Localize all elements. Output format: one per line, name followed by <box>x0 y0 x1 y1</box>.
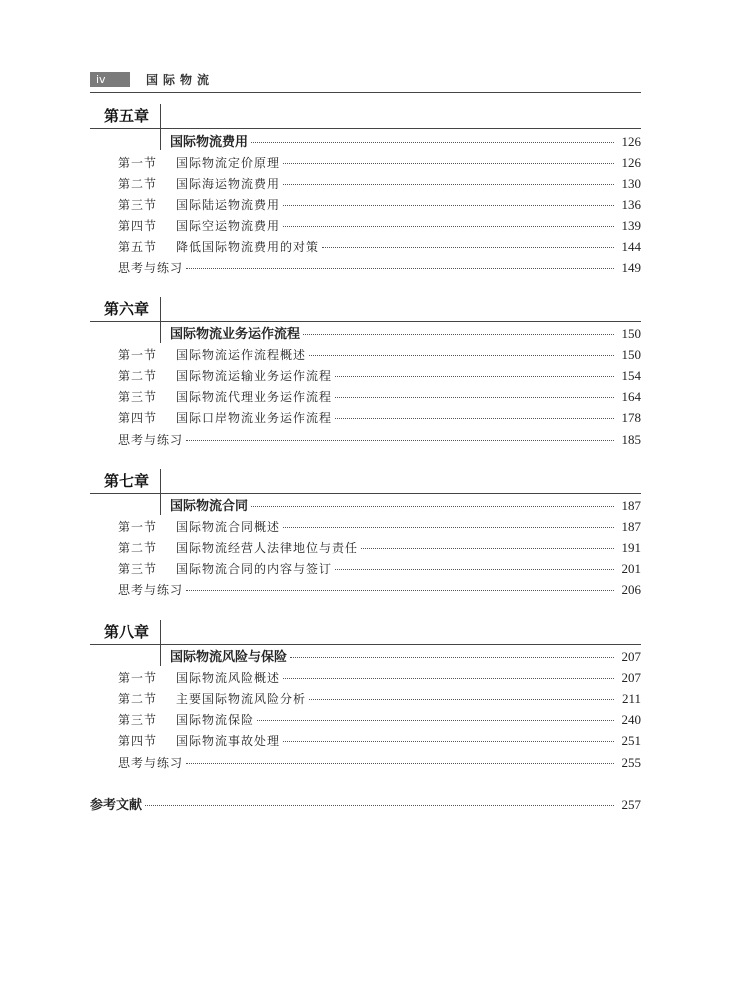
section-title: 思考与练习 <box>118 583 184 597</box>
page-number: 126 <box>621 134 641 149</box>
chapter-title: 国际物流合同 <box>170 499 249 514</box>
chapter-title-entry[interactable] <box>170 131 641 152</box>
page-number: 178 <box>621 410 641 425</box>
header-rule <box>90 92 641 93</box>
page-number: 149 <box>621 260 641 275</box>
chapter-divider-horizontal <box>90 321 641 322</box>
toc-entry[interactable] <box>118 516 641 537</box>
chapter-title: 国际物流费用 <box>170 135 249 150</box>
toc-entry[interactable] <box>118 407 641 428</box>
dot-leader <box>186 268 614 269</box>
toc-entry-references[interactable] <box>90 794 641 815</box>
page-number: 257 <box>621 797 641 812</box>
toc-entry[interactable] <box>118 558 641 579</box>
chapter-label: 第八章 <box>104 623 150 641</box>
chapter-title: 国际物流业务运作流程 <box>170 327 301 342</box>
dot-leader <box>283 741 614 742</box>
section-title: 国际物流运作流程概述 <box>176 348 307 362</box>
toc-entry[interactable] <box>118 194 641 215</box>
dot-leader <box>335 397 614 398</box>
section-title: 国际海运物流费用 <box>176 177 281 191</box>
page-number: 201 <box>621 561 641 576</box>
dot-leader <box>283 678 614 679</box>
dot-leader <box>361 548 614 549</box>
section-title: 国际口岸物流业务运作流程 <box>176 411 333 425</box>
section-title: 国际物流代理业务运作流程 <box>176 390 333 404</box>
toc-entry[interactable] <box>118 365 641 386</box>
section-number: 第一节 <box>118 520 158 534</box>
section-title: 国际物流事故处理 <box>176 734 281 748</box>
section-number: 第五节 <box>118 240 158 254</box>
chapter-title-entry[interactable] <box>170 646 641 667</box>
chapter-label: 第六章 <box>104 300 150 318</box>
section-number: 第一节 <box>118 156 158 170</box>
chapter-divider-vertical <box>160 297 161 343</box>
dot-leader <box>303 334 614 335</box>
section-number: 第三节 <box>118 562 158 576</box>
toc-entry[interactable] <box>118 667 641 688</box>
page-number: 187 <box>621 498 641 513</box>
toc-entry[interactable] <box>118 709 641 730</box>
toc-entry-exercises[interactable] <box>118 752 641 773</box>
section-title: 国际物流运输业务运作流程 <box>176 369 333 383</box>
toc-entry[interactable] <box>118 152 641 173</box>
section-number: 第二节 <box>118 541 158 555</box>
page-number-badge: iv <box>90 72 130 87</box>
page-number: 251 <box>621 733 641 748</box>
book-title: 国际物流 <box>146 72 215 87</box>
section-number: 第二节 <box>118 692 158 706</box>
section-title: 国际物流合同概述 <box>176 520 281 534</box>
dot-leader <box>251 142 614 143</box>
toc-entry-exercises[interactable] <box>118 579 641 600</box>
page-number: 139 <box>621 218 641 233</box>
toc-entry[interactable] <box>118 537 641 558</box>
page-number: 185 <box>621 432 641 447</box>
dot-leader <box>186 590 614 591</box>
toc-entry-exercises[interactable] <box>118 257 641 278</box>
chapter-title-entry[interactable] <box>170 495 641 516</box>
page-number: 187 <box>621 519 641 534</box>
page-number: 211 <box>621 691 641 706</box>
section-number: 第三节 <box>118 390 158 404</box>
chapter-title: 国际物流风险与保险 <box>170 650 288 665</box>
page-number: 150 <box>621 347 641 362</box>
dot-leader <box>309 699 614 700</box>
chapter-label: 第七章 <box>104 472 150 490</box>
section-title: 国际陆运物流费用 <box>176 198 281 212</box>
dot-leader <box>283 527 614 528</box>
section-title: 降低国际物流费用的对策 <box>176 240 320 254</box>
chapter-label: 第五章 <box>104 107 150 125</box>
section-title: 国际物流经营人法律地位与责任 <box>176 541 359 555</box>
page-number: 136 <box>621 197 641 212</box>
section-number: 第三节 <box>118 198 158 212</box>
page-number: 164 <box>621 389 641 404</box>
page-number: 191 <box>621 540 641 555</box>
section-number: 第一节 <box>118 348 158 362</box>
chapter-divider-horizontal <box>90 644 641 645</box>
page-number: 126 <box>621 155 641 170</box>
dot-leader <box>251 506 614 507</box>
section-number: 第四节 <box>118 734 158 748</box>
dot-leader <box>186 440 614 441</box>
dot-leader <box>335 418 614 419</box>
page-number: 207 <box>621 649 641 664</box>
running-header <box>90 70 214 88</box>
toc-entry[interactable] <box>118 344 641 365</box>
chapter-divider-horizontal <box>90 128 641 129</box>
chapter-divider-vertical <box>160 104 161 150</box>
toc-entry[interactable] <box>118 215 641 236</box>
section-number: 第四节 <box>118 411 158 425</box>
dot-leader <box>145 805 614 806</box>
toc-entry-exercises[interactable] <box>118 429 641 450</box>
dot-leader <box>290 657 614 658</box>
section-number: 第二节 <box>118 369 158 383</box>
dot-leader <box>322 247 614 248</box>
dot-leader <box>335 376 614 377</box>
page-number: 150 <box>621 326 641 341</box>
toc-entry[interactable] <box>118 236 641 257</box>
page-number: 130 <box>621 176 641 191</box>
page-number: 144 <box>621 239 641 254</box>
dot-leader <box>283 226 614 227</box>
chapter-divider-horizontal <box>90 493 641 494</box>
section-number: 第四节 <box>118 219 158 233</box>
section-title: 思考与练习 <box>118 433 184 447</box>
toc-entry[interactable] <box>118 386 641 407</box>
section-title: 思考与练习 <box>118 756 184 770</box>
dot-leader <box>309 355 614 356</box>
section-title: 主要国际物流风险分析 <box>176 692 307 706</box>
page-number: 255 <box>621 755 641 770</box>
toc-entry[interactable] <box>118 173 641 194</box>
chapter-title-entry[interactable] <box>170 323 641 344</box>
dot-leader <box>257 720 614 721</box>
section-number: 第三节 <box>118 713 158 727</box>
dot-leader <box>335 569 614 570</box>
page-number: 154 <box>621 368 641 383</box>
section-title: 思考与练习 <box>118 261 184 275</box>
toc-entry[interactable] <box>118 688 641 709</box>
section-number: 第一节 <box>118 671 158 685</box>
section-title: 国际物流保险 <box>176 713 255 727</box>
page-number: 240 <box>621 712 641 727</box>
dot-leader <box>283 163 614 164</box>
page-number: 207 <box>621 670 641 685</box>
chapter-divider-vertical <box>160 469 161 515</box>
dot-leader <box>283 184 614 185</box>
references-title: 参考文献 <box>90 798 143 813</box>
dot-leader <box>283 205 614 206</box>
toc-entry[interactable] <box>118 730 641 751</box>
dot-leader <box>186 763 614 764</box>
section-number: 第二节 <box>118 177 158 191</box>
section-title: 国际空运物流费用 <box>176 219 281 233</box>
section-title: 国际物流定价原理 <box>176 156 281 170</box>
section-title: 国际物流合同的内容与签订 <box>176 562 333 576</box>
section-title: 国际物流风险概述 <box>176 671 281 685</box>
chapter-divider-vertical <box>160 620 161 666</box>
page-number: 206 <box>621 582 641 597</box>
